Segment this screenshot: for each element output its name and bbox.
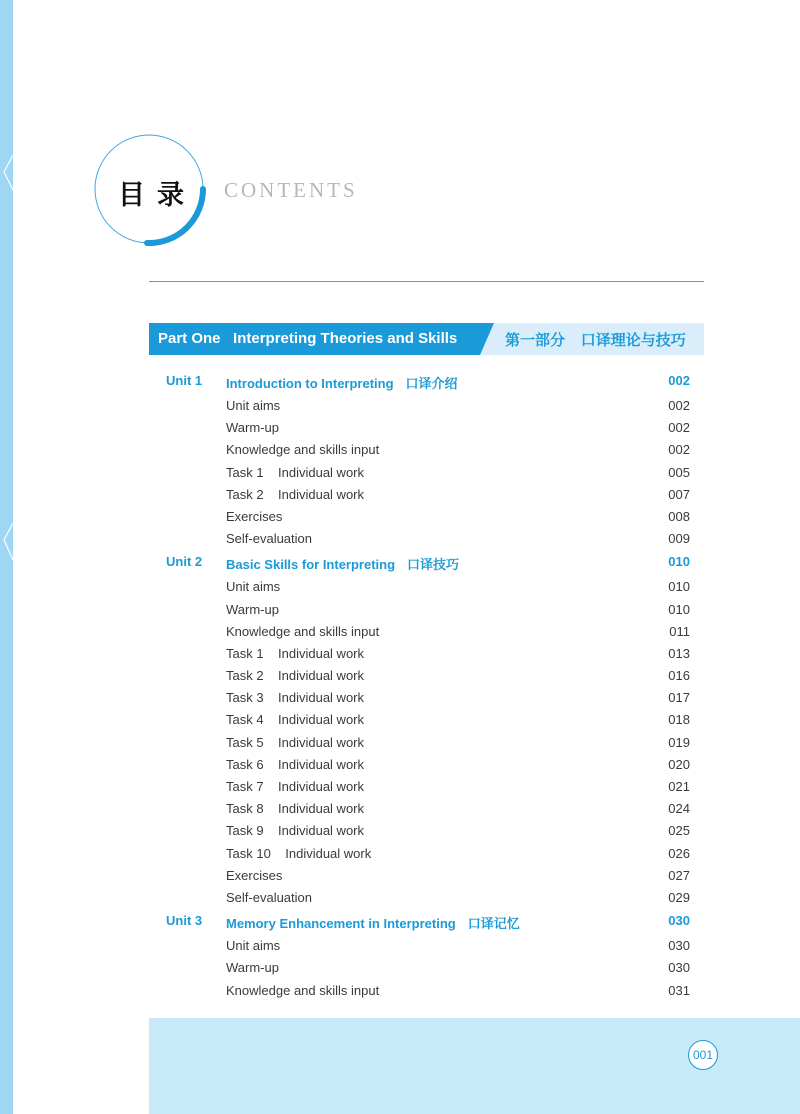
toc-item[interactable] — [149, 820, 690, 842]
unit-title — [226, 373, 458, 392]
toc-item-page: 024 — [668, 801, 690, 817]
part-one-header[interactable] — [149, 323, 704, 355]
toc-item-page: 011 — [669, 623, 690, 639]
toc-item-page: 005 — [668, 464, 690, 480]
toc-item-page: 007 — [668, 486, 690, 502]
toc-item[interactable] — [149, 484, 690, 506]
page-number-badge: 001 — [688, 1040, 718, 1070]
toc-item-label: Task 10 Individual work — [226, 845, 372, 861]
unit-title-zh: 口译记忆 — [467, 917, 520, 933]
part-title-en — [158, 330, 457, 347]
toc-item-label: Task 3 Individual work — [226, 690, 365, 706]
toc-item-label: Unit aims — [226, 398, 281, 413]
unit-3-entry[interactable] — [149, 909, 690, 935]
toc-item[interactable] — [149, 506, 690, 528]
toc-item[interactable] — [149, 980, 690, 1002]
toc-item-page: 009 — [668, 531, 690, 547]
unit-title-zh: 口译技巧 — [407, 558, 460, 574]
toc-item[interactable] — [149, 957, 690, 979]
toc-item[interactable] — [149, 528, 690, 550]
header-divider — [149, 281, 704, 282]
part-name-zh: 口译理论与技巧 — [580, 331, 686, 349]
toc-item-page: 016 — [668, 668, 690, 684]
toc-item[interactable] — [149, 439, 690, 461]
toc-item-page: 031 — [668, 982, 690, 998]
toc-item-page: 018 — [668, 712, 690, 728]
toc-item-label: Exercises — [226, 867, 283, 883]
toc-item[interactable] — [149, 687, 690, 709]
unit-page: 002 — [668, 373, 690, 388]
toc-item[interactable] — [149, 417, 690, 439]
toc-item-label: Self-evaluation — [226, 531, 312, 547]
toc-item-page: 002 — [668, 398, 690, 413]
toc-item-label: Task 2 Individual work — [226, 486, 365, 502]
unit-label: Unit 1 — [166, 373, 203, 388]
toc-item-label: Warm-up — [226, 420, 279, 436]
unit-2-entry[interactable] — [149, 550, 690, 576]
toc-item-label: Knowledge and skills input — [226, 982, 380, 998]
unit-page: 010 — [668, 554, 690, 570]
toc-item[interactable] — [149, 887, 690, 909]
unit-label: Unit 3 — [166, 913, 203, 929]
toc-item-label: Warm-up — [226, 960, 279, 976]
unit-title-en: Basic Skills for Interpreting — [226, 557, 396, 573]
toc-item[interactable] — [149, 843, 690, 865]
toc-item-label: Task 1 Individual work — [226, 464, 365, 480]
toc-item-page: 013 — [668, 645, 690, 661]
toc-item-label: Unit aims — [226, 579, 281, 595]
toc-item-page: 010 — [668, 601, 690, 617]
toc-item-page: 029 — [668, 889, 690, 905]
unit-title — [226, 554, 459, 573]
toc-item[interactable] — [149, 798, 690, 820]
toc-item[interactable] — [149, 865, 690, 887]
toc-item-label: Exercises — [226, 508, 283, 524]
part-label-zh: 第一部分 — [505, 331, 566, 349]
toc-item-label: Task 2 Individual work — [226, 668, 365, 684]
toc-item[interactable] — [149, 709, 690, 731]
toc-item[interactable] — [149, 462, 690, 484]
toc-item-page: 002 — [668, 420, 690, 436]
toc-item[interactable] — [149, 776, 690, 798]
toc-item-label: Self-evaluation — [226, 889, 312, 905]
left-band-decoration — [0, 0, 20, 600]
unit-page: 030 — [668, 913, 690, 929]
toc-item-page: 030 — [668, 938, 690, 954]
toc-item-label: Knowledge and skills input — [226, 623, 380, 639]
toc-item[interactable] — [149, 732, 690, 754]
page-title-en: CONTENTS — [224, 178, 358, 202]
unit-title-en: Memory Enhancement in Interpreting — [226, 916, 456, 932]
table-of-contents — [149, 369, 690, 1002]
unit-title-en: Introduction to Interpreting — [226, 376, 394, 391]
toc-item-page: 020 — [668, 756, 690, 772]
toc-item-page: 019 — [668, 734, 690, 750]
toc-item-page: 017 — [668, 690, 690, 706]
toc-item[interactable] — [149, 621, 690, 643]
toc-item[interactable] — [149, 395, 690, 417]
toc-item-page: 027 — [668, 867, 690, 883]
toc-item-label: Task 6 Individual work — [226, 756, 365, 772]
toc-item-label: Task 1 Individual work — [226, 645, 365, 661]
toc-item-label: Task 8 Individual work — [226, 801, 365, 817]
toc-item-label: Warm-up — [226, 601, 279, 617]
toc-item[interactable] — [149, 754, 690, 776]
toc-item-page: 026 — [668, 845, 690, 861]
toc-item-page: 025 — [668, 823, 690, 839]
page-title-zh: 目录 — [118, 180, 196, 211]
toc-item-page: 021 — [668, 779, 690, 794]
part-name-en: Interpreting Theories and Skills — [233, 330, 458, 347]
unit-label: Unit 2 — [166, 554, 203, 570]
unit-1-entry[interactable] — [149, 369, 690, 395]
toc-item-page: 008 — [668, 508, 690, 524]
unit-title — [226, 913, 520, 932]
toc-item-label: Task 7 Individual work — [226, 779, 365, 794]
toc-item[interactable] — [149, 599, 690, 621]
toc-item[interactable] — [149, 665, 690, 687]
toc-item-label: Unit aims — [226, 938, 281, 954]
toc-item[interactable] — [149, 576, 690, 598]
toc-item-page: 010 — [668, 579, 690, 595]
toc-item[interactable] — [149, 643, 690, 665]
toc-item[interactable] — [149, 935, 690, 957]
toc-item-label: Knowledge and skills input — [226, 442, 380, 458]
part-title-zh — [505, 329, 686, 350]
toc-item-label: Task 4 Individual work — [226, 712, 365, 728]
toc-item-label: Task 5 Individual work — [226, 734, 365, 750]
part-label-en: Part One — [158, 330, 221, 347]
toc-item-label: Task 9 Individual work — [226, 823, 365, 839]
toc-item-page: 002 — [668, 442, 690, 458]
toc-item-page: 030 — [668, 960, 690, 976]
unit-title-zh: 口译介绍 — [405, 377, 458, 392]
